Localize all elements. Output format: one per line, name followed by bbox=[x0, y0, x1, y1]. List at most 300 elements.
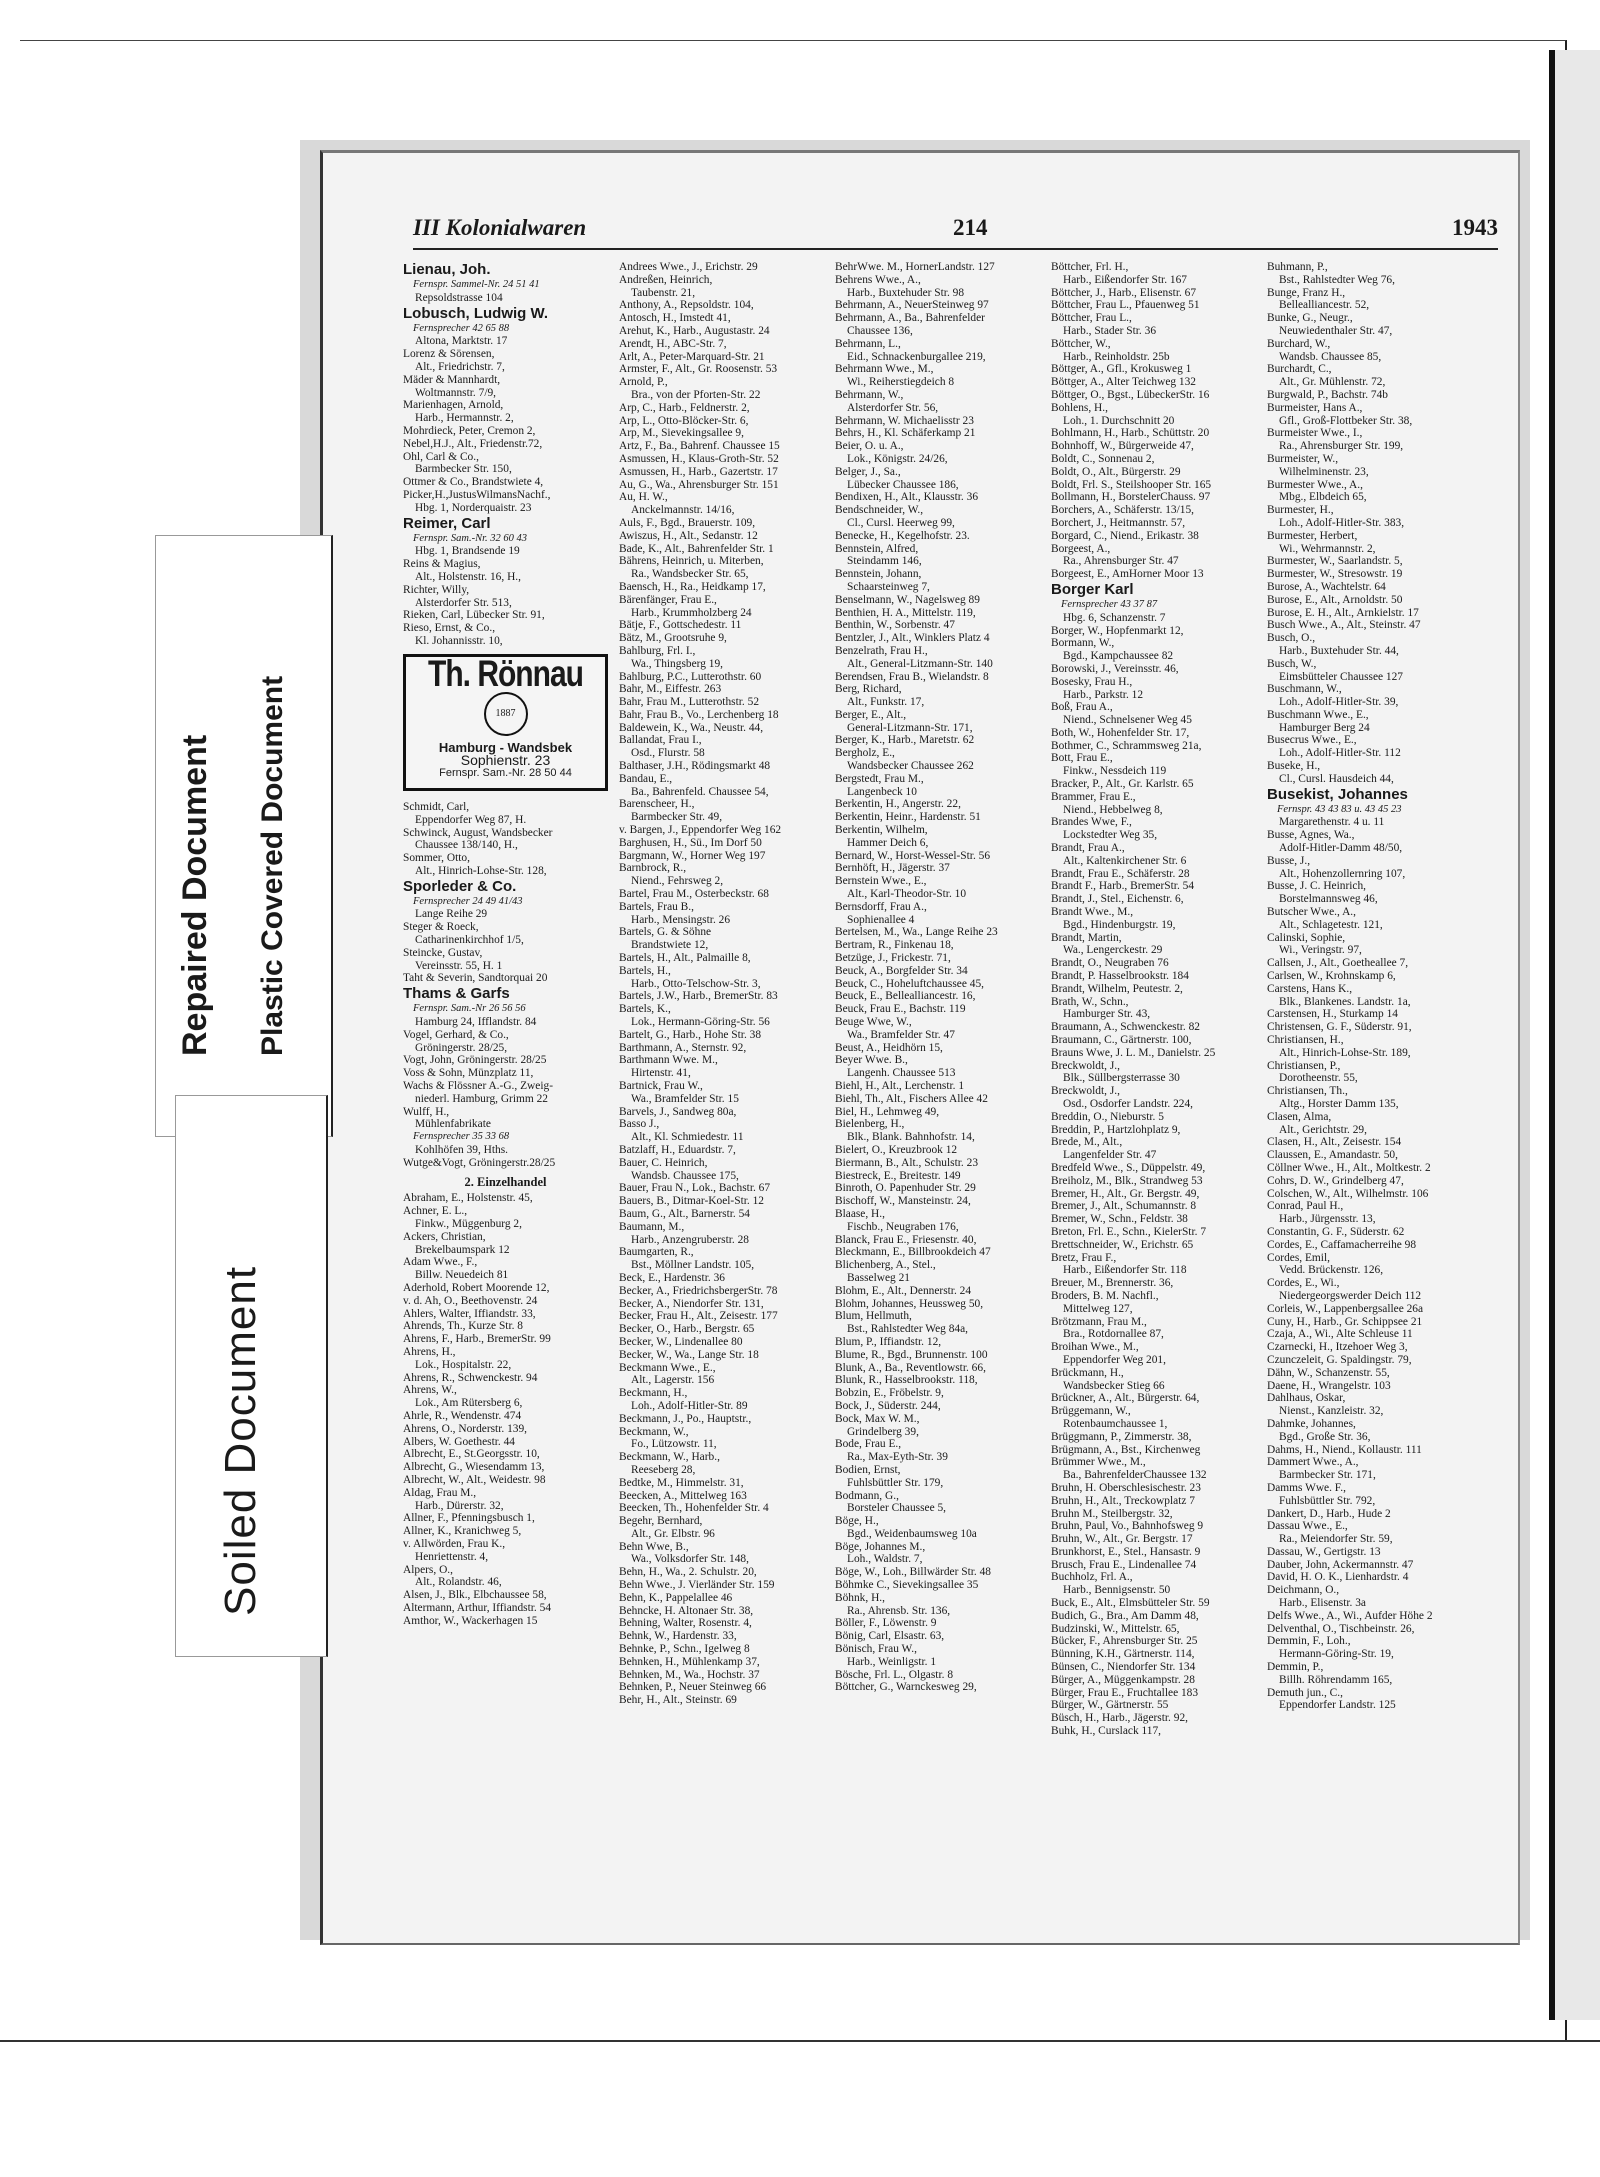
directory-entry: Ra., Max-Eyth-Str. 39 bbox=[847, 1451, 948, 1464]
directory-entry: Böttcher, W., bbox=[1051, 337, 1111, 350]
directory-entry: Alt., General-Litzmann-Str. 140 bbox=[847, 657, 993, 670]
directory-entry: Albrecht, G., Wiesendamm 13, bbox=[403, 1461, 545, 1474]
directory-entry: Borgeest, E., AmHorner Moor 13 bbox=[1051, 568, 1204, 581]
directory-entry: Hamburger Berg 24 bbox=[1279, 721, 1370, 734]
directory-entry: Bernard, W., Horst-Wessel-Str. 56 bbox=[835, 849, 991, 862]
directory-entry: Brede, M., Alt., bbox=[1051, 1136, 1123, 1149]
column-1 bbox=[403, 261, 608, 1921]
repaired-label: Repaired Document bbox=[176, 734, 214, 1056]
directory-entry: Buschmann, W., bbox=[1267, 683, 1342, 696]
directory-entry: Lorenz & Sörensen, bbox=[403, 348, 495, 361]
directory-entry: Bohnhoff, W., Bürgerweide 47, bbox=[1051, 440, 1194, 453]
directory-entry: Sommer, Otto, bbox=[403, 852, 470, 865]
directory-entry: Brandt Wwe., M., bbox=[1051, 906, 1134, 919]
directory-entry: Behn Wwe., J. Vierländer Str. 159 bbox=[619, 1579, 775, 1592]
directory-entry: Vogel, Gerhard, & Co., bbox=[403, 1028, 509, 1041]
directory-entry: Baensch, H., Ra., Heidkamp 17, bbox=[619, 580, 766, 593]
directory-entry: Picker,H.,JustusWilmansNachf., bbox=[403, 488, 551, 501]
directory-entry: Cohrs, D. W., Grindelberg 47, bbox=[1267, 1174, 1404, 1187]
directory-entry: Harb., Elisenstr. 3a bbox=[1279, 1597, 1366, 1610]
directory-entry: Lübecker Chaussee 186, bbox=[847, 478, 959, 491]
directory-entry: Bielenberg, H., bbox=[835, 1118, 905, 1131]
directory-entry: Loh., Adolf-Hitler-Str. 39, bbox=[1279, 696, 1399, 709]
directory-entry: Budzinski, W., Mittelstr. 65, bbox=[1051, 1622, 1180, 1635]
directory-entry: Blunk, A., Ba., Reventlowstr. 66, bbox=[835, 1361, 986, 1374]
directory-entry: Borowski, J., Vereinsstr. 46, bbox=[1051, 662, 1179, 675]
directory-entry: Blaase, H., bbox=[835, 1207, 885, 1220]
directory-entry: Bartnick, Frau W., bbox=[619, 1080, 703, 1092]
directory-entry: Balthaser, J.H., Rödingsmarkt 48 bbox=[619, 760, 771, 773]
directory-entry: Brandt, Wilhelm, Peutestr. 2, bbox=[1051, 982, 1183, 995]
directory-entry: Berg, Richard, bbox=[835, 683, 902, 696]
directory-entry: Brandt, J., Stel., Eichenstr. 6, bbox=[1051, 893, 1184, 906]
directory-entry: Buck, E., Alt., Elmsbütteler Str. 59 bbox=[1051, 1597, 1210, 1610]
directory-entry: Beuck, Frau E., Bachstr. 119 bbox=[835, 1003, 966, 1016]
directory-entry: Ahrens, W., bbox=[403, 1384, 457, 1397]
directory-entry: Burmester, Herbert, bbox=[1267, 529, 1358, 542]
directory-entry: Fischb., Neugraben 176, bbox=[847, 1220, 959, 1233]
directory-entry: Bade, K., Alt., Bahrenfelder Str. 1 bbox=[619, 542, 774, 555]
directory-entry: Blk., Blankenes. Landstr. 1a, bbox=[1279, 995, 1411, 1008]
directory-entry: Arendt, H., ABC-Str. 7, bbox=[619, 337, 727, 350]
directory-entry: Hamburger Str. 43, bbox=[1063, 1008, 1151, 1021]
directory-entry: Brückmann, H., bbox=[1051, 1366, 1124, 1379]
directory-entry: Chaussee 138/140, H., bbox=[415, 839, 518, 852]
directory-entry: Harb., Eißendorfer Str. 167 bbox=[1063, 273, 1188, 286]
directory-entry: v. Allwörden, Frau K., bbox=[403, 1537, 506, 1550]
directory-entry: Hbg. 6, Schanzenstr. 7 bbox=[1063, 611, 1166, 624]
directory-entry: Becker, A., FriedrichsbergerStr. 78 bbox=[619, 1284, 778, 1297]
directory-entry: Amthor, W., Wackerhagen 15 bbox=[403, 1614, 538, 1627]
directory-entry: Ahrens, R., Schwenckestr. 94 bbox=[403, 1371, 538, 1384]
directory-entry: Bätje, F., Gottschedestr. 11 bbox=[619, 619, 742, 632]
directory-entry: Anthony, A., Repsoldstr. 104, bbox=[619, 299, 754, 312]
directory-entry: Belger, J., Sa., bbox=[835, 465, 901, 478]
directory-entry: Blume, R., Bgd., Brunnenstr. 100 bbox=[835, 1348, 988, 1361]
directory-entry: Buhk, H., Curslack 117, bbox=[1051, 1725, 1161, 1738]
directory-entry: Bendixen, H., Alt., Klausstr. 36 bbox=[835, 491, 979, 504]
directory-entry: Beckmann, W., Harb., bbox=[619, 1451, 720, 1464]
directory-entry: Bährens, Heinrich, u. Miterben, bbox=[619, 555, 764, 568]
directory-entry: Blichenberg, A., Stel., bbox=[835, 1259, 936, 1272]
directory-entry: Böttcher, G., Warnckesweg 29, bbox=[835, 1681, 977, 1694]
directory-entry: Woltmannstr. 7/9, bbox=[415, 386, 497, 399]
firm-heading: Busekist, Johannes bbox=[1267, 785, 1408, 803]
directory-entry: Bra., von der Pforten-Str. 22 bbox=[631, 388, 761, 401]
directory-entry: Wa., Thingsberg 19, bbox=[631, 657, 723, 670]
firm-heading: Sporleder & Co. bbox=[403, 877, 517, 895]
directory-entry: Fuhlsbüttler Str. 792, bbox=[1279, 1494, 1376, 1507]
directory-entry: Ra., Meiendorfer Str. 59, bbox=[1279, 1533, 1393, 1546]
directory-entry: Wi., Reiherstiegdeich 8 bbox=[847, 376, 955, 389]
directory-entry: Wandsbecker Stieg 66 bbox=[1063, 1379, 1165, 1392]
directory-entry: Brandes Wwe, F., bbox=[1051, 816, 1132, 829]
directory-entry: Loh., 1. Durchschnitt 20 bbox=[1063, 414, 1175, 427]
directory-entry: Wilhelminenstr. 23, bbox=[1279, 465, 1369, 478]
directory-entry: Böge, W., Loh., Billwärder Str. 48 bbox=[835, 1566, 991, 1579]
directory-entry: Wandsb. Chaussee 175, bbox=[631, 1169, 739, 1182]
directory-entry: Niend., Fehrsweg 2, bbox=[631, 875, 724, 888]
directory-entry: Böttcher, Frau L., bbox=[1051, 312, 1132, 325]
directory-entry: Beck, E., Hardenstr. 36 bbox=[619, 1271, 725, 1284]
directory-entry: Lok., Hospitalstr. 22, bbox=[415, 1358, 512, 1371]
directory-entry: Behrmann Wwe., M., bbox=[835, 363, 934, 376]
directory-entry: Cl., Cursl. Heerweg 99, bbox=[847, 516, 955, 529]
directory-entry: Bode, Frau E., bbox=[835, 1438, 902, 1451]
directory-entry: Damms Wwe. F., bbox=[1267, 1481, 1346, 1494]
directory-entry: Ackers, Christian, bbox=[403, 1230, 486, 1243]
directory-entry: Brammer, Frau E., bbox=[1051, 790, 1136, 803]
directory-entry: Richter, Willy, bbox=[403, 583, 470, 596]
directory-entry: Broders, B. M. Nachfl., bbox=[1051, 1289, 1159, 1302]
directory-entry: Bohlens, H., bbox=[1051, 401, 1108, 414]
directory-entry: Bergholz, E., bbox=[835, 747, 895, 760]
directory-entry: Osd., Osdorfer Landstr. 224, bbox=[1063, 1098, 1194, 1110]
directory-entry: Budich, G., Bra., Am Damm 48, bbox=[1051, 1609, 1199, 1622]
directory-entry: Bätz, M., Grootsruhe 9, bbox=[619, 632, 727, 645]
directory-entry: Bennstein, Johann, bbox=[835, 568, 922, 581]
directory-entry: Callsen, J., Alt., Goetheallee 7, bbox=[1267, 957, 1409, 970]
directory-entry: Brötzmann, Frau M., bbox=[1051, 1315, 1147, 1328]
directory-entry: Taubenstr. 21, bbox=[631, 286, 696, 299]
directory-entry: Cordes, Emil, bbox=[1267, 1251, 1330, 1264]
directory-entry: Abraham, E., Holstenstr. 45, bbox=[403, 1192, 533, 1205]
directory-entry: Clasen, H., Alt., Zeisestr. 154 bbox=[1267, 1136, 1402, 1149]
directory-entry: Beckmann, W., bbox=[619, 1425, 689, 1438]
directory-entry: Osd., Flurstr. 58 bbox=[631, 747, 705, 760]
directory-entry: Anckelmannstr. 14/16, bbox=[631, 504, 735, 517]
directory-entry: Sophienallee 4 bbox=[847, 913, 915, 926]
advertisement bbox=[403, 654, 608, 791]
directory-entry: Behn, K., Pappelallee 46 bbox=[619, 1591, 733, 1604]
directory-entry: Eppendorfer Landstr. 125 bbox=[1279, 1699, 1396, 1712]
directory-entry: Biestreck, E., Breitestr. 149 bbox=[835, 1169, 961, 1182]
directory-entry: Fo., Lützowstr. 11, bbox=[631, 1438, 717, 1451]
ad-street: Sophienstr. 23 bbox=[460, 752, 551, 769]
firm-heading: Borger Karl bbox=[1051, 580, 1134, 598]
firm-heading: Lobusch, Ludwig W. bbox=[403, 304, 548, 322]
directory-entry: Cöllner Wwe., H., Alt., Moltkestr. 2 bbox=[1267, 1161, 1431, 1174]
directory-entry: Böttger, O., Bgst., LübeckerStr. 16 bbox=[1051, 388, 1210, 401]
directory-entry: Albers, W. Goethestr. 44 bbox=[403, 1435, 515, 1448]
directory-entry: Bahlburg, P.C., Lutterothstr. 60 bbox=[619, 670, 762, 683]
directory-entry: Bischoff, W., Mansteinstr. 24, bbox=[835, 1195, 971, 1208]
directory-entry: Lange Reihe 29 bbox=[415, 908, 488, 921]
directory-entry: Armster, F., Alt., Gr. Roosenstr. 53 bbox=[619, 363, 778, 376]
firm-heading: Thams & Garfs bbox=[403, 985, 510, 1003]
directory-entry: Harb., Weinligstr. 1 bbox=[847, 1655, 937, 1668]
directory-entry: Bock, J., Süderstr. 244, bbox=[835, 1399, 941, 1412]
directory-entry: Berendsen, Frau B., Wielandstr. 8 bbox=[835, 670, 989, 683]
directory-entry: Behn Wwe, B., bbox=[619, 1540, 689, 1553]
directory-entry: Mäder & Mannhardt, bbox=[403, 373, 501, 386]
directory-entry: General-Litzmann-Str. 171, bbox=[847, 721, 973, 734]
directory-entry: Behning, Walter, Rosenstr. 4, bbox=[619, 1617, 752, 1630]
directory-entry: Breton, Frl. E., Schn., KielerStr. 7 bbox=[1051, 1225, 1207, 1238]
directory-entry: Buseke, H., bbox=[1267, 760, 1321, 773]
directory-entry: Harb., Anzengruberstr. 28 bbox=[631, 1233, 749, 1246]
column-5 bbox=[1267, 261, 1472, 1921]
directory-entry: Buchholz, Frl. A., bbox=[1051, 1571, 1133, 1584]
directory-entry: Böttcher, Frl. H., bbox=[1051, 261, 1129, 273]
directory-entry: Czunczeleit, G. Spaldingstr. 79, bbox=[1267, 1353, 1412, 1366]
directory-entry: Berger, K., Harb., Maretstr. 62 bbox=[835, 734, 975, 747]
directory-entry: Dassau Wwe., E., bbox=[1267, 1520, 1348, 1533]
directory-entry: Bollmann, H., BorstelerChauss. 97 bbox=[1051, 491, 1211, 504]
directory-entry: Alt., Hinrich-Lohse-Str. 189, bbox=[1279, 1046, 1411, 1059]
directory-entry: Mühlenfabrikate bbox=[415, 1118, 491, 1131]
phone-line: Fernspr. 43 43 83 u. 43 45 23 bbox=[1277, 803, 1402, 815]
directory-entry: Bormann, W., bbox=[1051, 637, 1115, 650]
directory-entry: Czaja, A., Wi., Alte Schleuse 11 bbox=[1267, 1328, 1413, 1341]
directory-entry: Berkentin, Heinr., Hardenstr. 51 bbox=[835, 811, 981, 824]
directory-entry: Cuny, H., Harb., Gr. Schippsee 21 bbox=[1267, 1315, 1423, 1328]
directory-entry: Busse, Agnes, Wa., bbox=[1267, 829, 1355, 842]
directory-entry: Alt., Hohenzollernring 107, bbox=[1279, 867, 1406, 880]
directory-entry: Alt., Karl-Theodor-Str. 10 bbox=[847, 888, 967, 901]
directory-entry: Breddin, P., Hartzlohplatz 9, bbox=[1051, 1123, 1181, 1136]
directory-entry: Beuck, A., Borgfelder Str. 34 bbox=[835, 964, 968, 977]
directory-entry: niederl. Hamburg, Grimm 22 bbox=[415, 1092, 548, 1105]
directory-entry: Bruhn M., Steilbergstr. 32, bbox=[1051, 1507, 1173, 1520]
directory-entry: Brekelbaumspark 12 bbox=[415, 1243, 510, 1256]
directory-entry: Alt., Hinrich-Lohse-Str. 128, bbox=[415, 864, 547, 877]
directory-entry: Borchers, A., Schäferstr. 13/15, bbox=[1051, 504, 1194, 517]
directory-entry: Blum, Hellmuth, bbox=[835, 1310, 912, 1323]
directory-entry: Niend., Hebbelweg 8, bbox=[1063, 803, 1163, 816]
directory-entry: Behrmann, W., bbox=[835, 388, 904, 401]
directory-entry: Behn, H., Wa., 2. Schulstr. 20, bbox=[619, 1566, 757, 1579]
directory-entry: Brusch, Frau E., Lindenallee 74 bbox=[1051, 1558, 1197, 1571]
directory-entry: Ahrens, O., Norderstr. 139, bbox=[403, 1422, 528, 1435]
directory-entry: Lok., Königstr. 24/26, bbox=[847, 452, 948, 465]
directory-entry: Wulff, H., bbox=[403, 1105, 450, 1118]
directory-entry: Bretz, Frau F., bbox=[1051, 1251, 1117, 1264]
directory-entry: Ra., Ahrensburger Str. 47 bbox=[1063, 555, 1179, 568]
directory-entry: Blk., Blank. Bahnhofstr. 14, bbox=[847, 1131, 975, 1144]
directory-entry: Beuge Wwe, W., bbox=[835, 1016, 912, 1029]
directory-entry: Altg., Horster Damm 135, bbox=[1279, 1098, 1399, 1110]
directory-entry: Clasen, Alma, bbox=[1267, 1110, 1332, 1123]
directory-entry: Busecrus Wwe., E., bbox=[1267, 734, 1357, 747]
directory-entry: Schaarsteinweg 7, bbox=[847, 580, 930, 593]
directory-entry: Harb., Dürerstr. 32, bbox=[415, 1499, 504, 1512]
directory-entry: Becker, W., Wa., Lange Str. 18 bbox=[619, 1348, 759, 1361]
directory-entry: Braumann, C., Gärtnerstr. 100, bbox=[1051, 1034, 1192, 1047]
directory-entry: Alt., Funkstr. 17, bbox=[847, 696, 925, 709]
directory-entry: Loh., Adolf-Hitler-Str. 89 bbox=[631, 1399, 748, 1412]
directory-entry: Steindamm 146, bbox=[847, 555, 922, 568]
directory-entry: Schmidt, Carl, bbox=[403, 800, 470, 813]
directory-entry: Gröningerstr. 28/25, bbox=[415, 1041, 508, 1054]
directory-entry: Blanck, Frau E., Friesenstr. 40, bbox=[835, 1233, 977, 1246]
directory-entry: Broihan Wwe., M., bbox=[1051, 1341, 1139, 1354]
directory-entry: Alpers, O., bbox=[403, 1563, 453, 1576]
directory-entry: Bielert, O., Kreuzbrook 12 bbox=[835, 1143, 958, 1156]
directory-entry: Wandsb. Chaussee 85, bbox=[1279, 350, 1382, 363]
directory-entry: Brettschneider, W., Erichstr. 65 bbox=[1051, 1238, 1194, 1251]
directory-entry: Steincke, Gustav, bbox=[403, 946, 483, 959]
directory-entry: Bgd., Hindenburgstr. 19, bbox=[1063, 918, 1176, 931]
directory-entry: Bodmann, G., bbox=[835, 1489, 899, 1502]
directory-entry: Bünsen, C., Niendorfer Str. 134 bbox=[1051, 1661, 1196, 1674]
directory-entry: Böttcher, Frau L., Pfauenweg 51 bbox=[1051, 299, 1200, 312]
directory-entry: Demmin, F., Loh., bbox=[1267, 1635, 1351, 1648]
directory-entry: Berkentin, Wilhelm, bbox=[835, 824, 928, 837]
directory-entry: Billh. Röhrendamm 165, bbox=[1279, 1673, 1393, 1686]
directory-entry: Burmester, W., Saarlandstr. 5, bbox=[1267, 555, 1403, 568]
directory-entry: Eppendorfer Weg 87, H. bbox=[415, 813, 527, 826]
directory-entry: Böhnk, H., bbox=[835, 1591, 885, 1604]
directory-entry: Adolf-Hitler-Damm 48/50, bbox=[1279, 842, 1403, 855]
directory-entry: Christiansen, H., bbox=[1267, 1034, 1344, 1047]
directory-entry: Bgd., Weidenbaumsweg 10a bbox=[847, 1527, 977, 1540]
directory-entry: Andrees Wwe., J., Erichstr. 29 bbox=[619, 261, 758, 273]
directory-entry: Bauer, C. Heinrich, bbox=[619, 1156, 708, 1169]
directory-entry: Behrens Wwe., A., bbox=[835, 273, 921, 286]
directory-entry: Beuck, E., Bellealliancestr. 16, bbox=[835, 990, 976, 1003]
directory-entry: Bendschneider, W., bbox=[835, 504, 924, 517]
ad-name: Th. Rönnau bbox=[428, 653, 583, 695]
directory-entry: Batzlaff, H., Eduardstr. 7, bbox=[619, 1143, 736, 1156]
directory-entry: Bodien, Ernst, bbox=[835, 1463, 901, 1476]
directory-entry: Rieso, Ernst, & Co., bbox=[403, 622, 496, 635]
directory-entry: Marienhagen, Arnold, bbox=[403, 399, 504, 412]
directory-entry: Borstelmannsweg 46, bbox=[1279, 893, 1378, 906]
directory-entry: Aderhold, Robert Moorende 12, bbox=[403, 1282, 550, 1294]
directory-entry: Burose, E. H., Alt., Arnkielstr. 17 bbox=[1267, 606, 1419, 619]
directory-entry: Arp, M., Sievekingsallee 9, bbox=[619, 427, 744, 440]
directory-entry: Binroth, O. Papenhuder Str. 29 bbox=[835, 1182, 976, 1195]
directory-entry: Bahr, M., Eiffestr. 263 bbox=[619, 683, 722, 696]
directory-entry: Aldag, Frau M., bbox=[403, 1486, 477, 1499]
directory-entry: Ra., Ahrensburger Str. 199, bbox=[1279, 440, 1404, 453]
directory-entry: Borchert, J., Heitmannstr. 57, bbox=[1051, 516, 1186, 529]
directory-entry: Bösche, Frl. L., Olgastr. 8 bbox=[835, 1668, 954, 1681]
directory-entry: Benecke, H., Kegelhofstr. 23. bbox=[835, 529, 970, 542]
directory-entry: Ahrens, H., bbox=[403, 1345, 456, 1358]
directory-entry: Böller, F., Löwenstr. 9 bbox=[835, 1617, 937, 1630]
directory-entry: Busch, O., bbox=[1267, 632, 1316, 645]
directory-entry: Bernstein Wwe., E., bbox=[835, 875, 927, 888]
directory-entry: Böttcher, J., Harb., Elisenstr. 67 bbox=[1051, 286, 1197, 299]
directory-entry: Dankert, D., Harb., Hude 2 bbox=[1267, 1507, 1391, 1520]
column-2 bbox=[619, 261, 824, 1921]
page-year: 1943 bbox=[1452, 215, 1498, 240]
directory-entry: Kohlhöfen 39, Hths. bbox=[415, 1144, 509, 1157]
directory-entry: Bartels, H., Alt., Palmaille 8, bbox=[619, 952, 751, 965]
directory-entry: Basso J., bbox=[619, 1118, 660, 1131]
phone-line: Fernspr. Sam.-Nr. 32 60 43 bbox=[413, 532, 528, 544]
directory-entry: Bremer, W., Schn., Feldstr. 38 bbox=[1051, 1213, 1188, 1226]
directory-entry: Vedd. Brückenstr. 126, bbox=[1279, 1264, 1384, 1277]
directory-entry: Calinski, Sophie, bbox=[1267, 931, 1346, 944]
directory-entry: Asmussen, H., Harb., Gazertstr. 17 bbox=[619, 465, 778, 478]
directory-entry: Eimsbütteler Chaussee 127 bbox=[1279, 670, 1404, 683]
directory-entry: Brüggemann, W., bbox=[1051, 1405, 1131, 1418]
directory-entry: Behrs, H., Kl. Schäferkamp 21 bbox=[835, 427, 976, 440]
seal-icon bbox=[484, 692, 528, 736]
directory-entry: David, H. O. K., Lienhardstr. 4 bbox=[1267, 1571, 1409, 1584]
directory-entry: Ahrle, R., Wendenstr. 474 bbox=[403, 1409, 522, 1422]
directory-entry: Barghusen, H., Sü., Im Dorf 50 bbox=[619, 836, 762, 849]
directory-entry: Becker, Frau H., Alt., Zeisestr. 177 bbox=[619, 1310, 778, 1323]
directory-entry: Bst., Möllner Landstr. 105, bbox=[631, 1259, 755, 1272]
directory-entry: Bertelsen, M., Wa., Lange Reihe 23 bbox=[835, 926, 998, 939]
directory-entry: Hamburg 24, Ifflandstr. 84 bbox=[415, 1016, 537, 1029]
directory-entry: Alt., Gerichtstr. 29, bbox=[1279, 1123, 1367, 1136]
directory-entry: Lok., Hermann-Göring-Str. 56 bbox=[631, 1016, 770, 1029]
directory-entry: Deichmann, O., bbox=[1267, 1584, 1340, 1597]
directory-entry: Beier, O. u. A., bbox=[835, 440, 904, 453]
directory-entry: Beecken, Th., Hohenfelder Str. 4 bbox=[619, 1502, 769, 1515]
directory-entry: Christiansen, Th., bbox=[1267, 1085, 1348, 1098]
directory-entry: Bartelt, G., Harb., Hohe Str. 38 bbox=[619, 1028, 762, 1041]
directory-entry: Wa., Lengerckestr. 29 bbox=[1063, 944, 1163, 957]
directory-entry: Allner, F., Pfenningsbusch 1, bbox=[403, 1512, 535, 1525]
directory-entry: Bergstedt, Frau M., bbox=[835, 772, 924, 785]
directory-entry: Schwinck, August, Wandsbecker bbox=[403, 826, 553, 839]
directory-entry: Au, H. W., bbox=[619, 491, 668, 504]
directory-entry: Ba., BahrenfelderChaussee 132 bbox=[1063, 1469, 1207, 1482]
directory-entry: Burmester, W., Stresowstr. 19 bbox=[1267, 568, 1403, 581]
directory-entry: Reins & Magius, bbox=[403, 558, 481, 571]
directory-entry: Dahms, H., Niend., Kollaustr. 111 bbox=[1267, 1443, 1422, 1456]
directory-entry: Brümmer Wwe., M., bbox=[1051, 1456, 1146, 1469]
directory-entry: Alsterdorfer Str. 56, bbox=[847, 401, 939, 414]
directory-entry: Andreßen, Heinrich, bbox=[619, 273, 713, 286]
directory-entry: Beust, A., Heidhörn 15, bbox=[835, 1041, 943, 1054]
directory-entry: Butscher Wwe., A., bbox=[1267, 906, 1356, 919]
directory-entry: Achner, E. L., bbox=[403, 1205, 468, 1218]
directory-entry: Harb., Hermannstr. 2, bbox=[415, 412, 514, 425]
section-title: III Kolonialwaren bbox=[413, 215, 587, 240]
directory-entry: Barnbrock, R., bbox=[619, 862, 687, 875]
directory-entry: Bahlburg, Frl. I., bbox=[619, 644, 696, 657]
directory-entry: Delventhal, O., Tischbeinstr. 26, bbox=[1267, 1622, 1415, 1635]
directory-entry: Beckmann, J., Po., Hauptstr., bbox=[619, 1412, 752, 1425]
firm-heading: Reimer, Carl bbox=[403, 514, 491, 532]
directory-entry: Czarnecki, H., Itzehoer Weg 3, bbox=[1267, 1341, 1408, 1354]
directory-entry: Benzelrath, Frau H., bbox=[835, 644, 928, 657]
directory-entry: Biehl, Th., Alt., Fischers Allee 42 bbox=[835, 1092, 988, 1105]
directory-entry: Blohm, E., Alt., Dennerstr. 24 bbox=[835, 1284, 972, 1297]
directory-entry: Bandau, E., bbox=[619, 772, 673, 785]
directory-entry: Blohm, Johannes, Heussweg 50, bbox=[835, 1297, 984, 1310]
directory-entry: Borgeest, A., bbox=[1051, 542, 1111, 555]
directory-entry: Betzüge, J., Frickestr. 71, bbox=[835, 952, 951, 965]
directory-entry: Carstens, Hans K., bbox=[1267, 982, 1353, 995]
directory-entry: Baldewein, K., Wa., Neustr. 44, bbox=[619, 721, 764, 734]
directory-entry: Behrmann, A., Ba., Bahrenfelder bbox=[835, 312, 985, 325]
directory-entry: Bobzin, E., Fröbelstr. 9, bbox=[835, 1387, 944, 1400]
directory-entry: Alt., Kaltenkirchener Str. 6 bbox=[1063, 854, 1187, 867]
directory-entry: Both, W., Hohenfelder Str. 17, bbox=[1051, 726, 1190, 739]
directory-entry: Arp, C., Harb., Feldnerstr. 2, bbox=[619, 401, 750, 414]
directory-entry: Conrad, Paul H., bbox=[1267, 1200, 1344, 1213]
directory-entry: Albrecht, W., Alt., Weidestr. 98 bbox=[403, 1473, 546, 1486]
directory-entry: Bürger, W., Gärtnerstr. 55 bbox=[1051, 1699, 1169, 1712]
ad-location: Hamburg - Wandsbek bbox=[438, 739, 573, 755]
directory-entry: Artz, F., Ba., Bahrenf. Chaussee 15 bbox=[619, 440, 780, 453]
directory-entry: Borger, W., Hopfenmarkt 12, bbox=[1051, 624, 1184, 637]
directory-entry: Boldt, C., Sonnenau 2, bbox=[1051, 452, 1155, 465]
directory-entry: Boß, Frau A., bbox=[1051, 701, 1113, 714]
directory-entry: Henriettenstr. 4, bbox=[415, 1550, 489, 1563]
directory-entry: Eid., Schnackenburgallee 219, bbox=[847, 350, 986, 363]
directory-entry: Wachs & Flössner A.-G., Zweig- bbox=[403, 1080, 553, 1093]
directory-entry: Braumann, A., Schwenckestr. 82 bbox=[1051, 1021, 1201, 1034]
